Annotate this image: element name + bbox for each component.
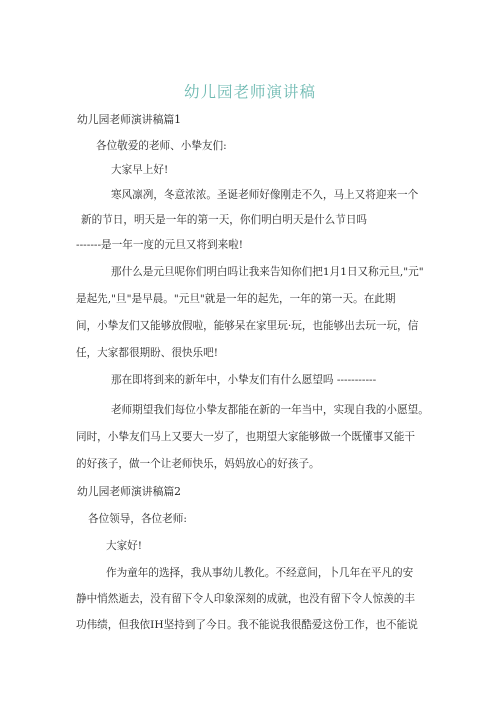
section1-p2-line4: 任，大家都很期盼、很快乐吧! [76,347,218,359]
section1-salutation: 各位敬爱的老师、小挚友们: [96,140,227,152]
section1-p3-line1: 那在即将到来的新年中，小挚友们有什么愿望吗 ----------- [111,374,377,386]
section1-p4-line2: 同时，小挚友们马上又要大一岁了，也期望大家能够做一个既懂事又能干 [76,431,415,443]
section2-p1-line2: 静中悄然逝去，没有留下令人印象深刻的成就，也没有留下令人惊羡的丰 [76,593,415,605]
section1-heading: 幼儿园老师演讲稿篇1 [77,113,182,126]
section1-p2-line1: 那什么是元旦呢你们明白吗让我来告知你们把1月1日又称元旦,"元" [111,266,424,278]
section2-salutation: 各位领导，各位老师: [88,513,187,525]
section2-heading: 幼儿园老师演讲稿篇2 [77,485,182,498]
section1-p4-line3: 的好孩子，做一个让老师快乐，妈妈放心的好孩子。 [76,458,320,470]
section1-p4-line1: 老师期望我们每位小挚友都能在新的一年当中，实现自我的小愿望。 [111,404,429,416]
section2-p1-line1: 作为童年的选择，我从事幼儿教化。不经意间，卜几年在平凡的安 [106,567,414,579]
section1-p1-line2: 新的节日，明天是一年的第一天，你们明白明天是什么节日吗 [81,214,368,226]
section2-p1-line3: 功伟绩，但我依IH坚持到了今日。我不能说我很酷爱这份工作，也不能说 [76,619,418,631]
document-title: 幼儿园老师演讲稿 [183,83,316,101]
section1-p2-line3: 间，小挚友们又能够放假啦，能够呆在家里玩·玩，也能够出去玩一玩，信 [76,320,419,332]
section1-greeting: 大家早上好! [111,164,169,176]
section1-p2-line2: 是起先,"旦"是早晨。"元旦"就是一年的起先，一年的第一天。在此期 [76,293,396,305]
section1-p1-line3: -------是一年一度的元旦又将到来啦! [76,239,244,251]
section2-greeting: 大家好! [106,540,143,552]
section1-p1-line1: 寒风凛冽，冬意浓浓。圣诞老师好像刚走不久，马上又将迎来一个 [111,189,419,201]
